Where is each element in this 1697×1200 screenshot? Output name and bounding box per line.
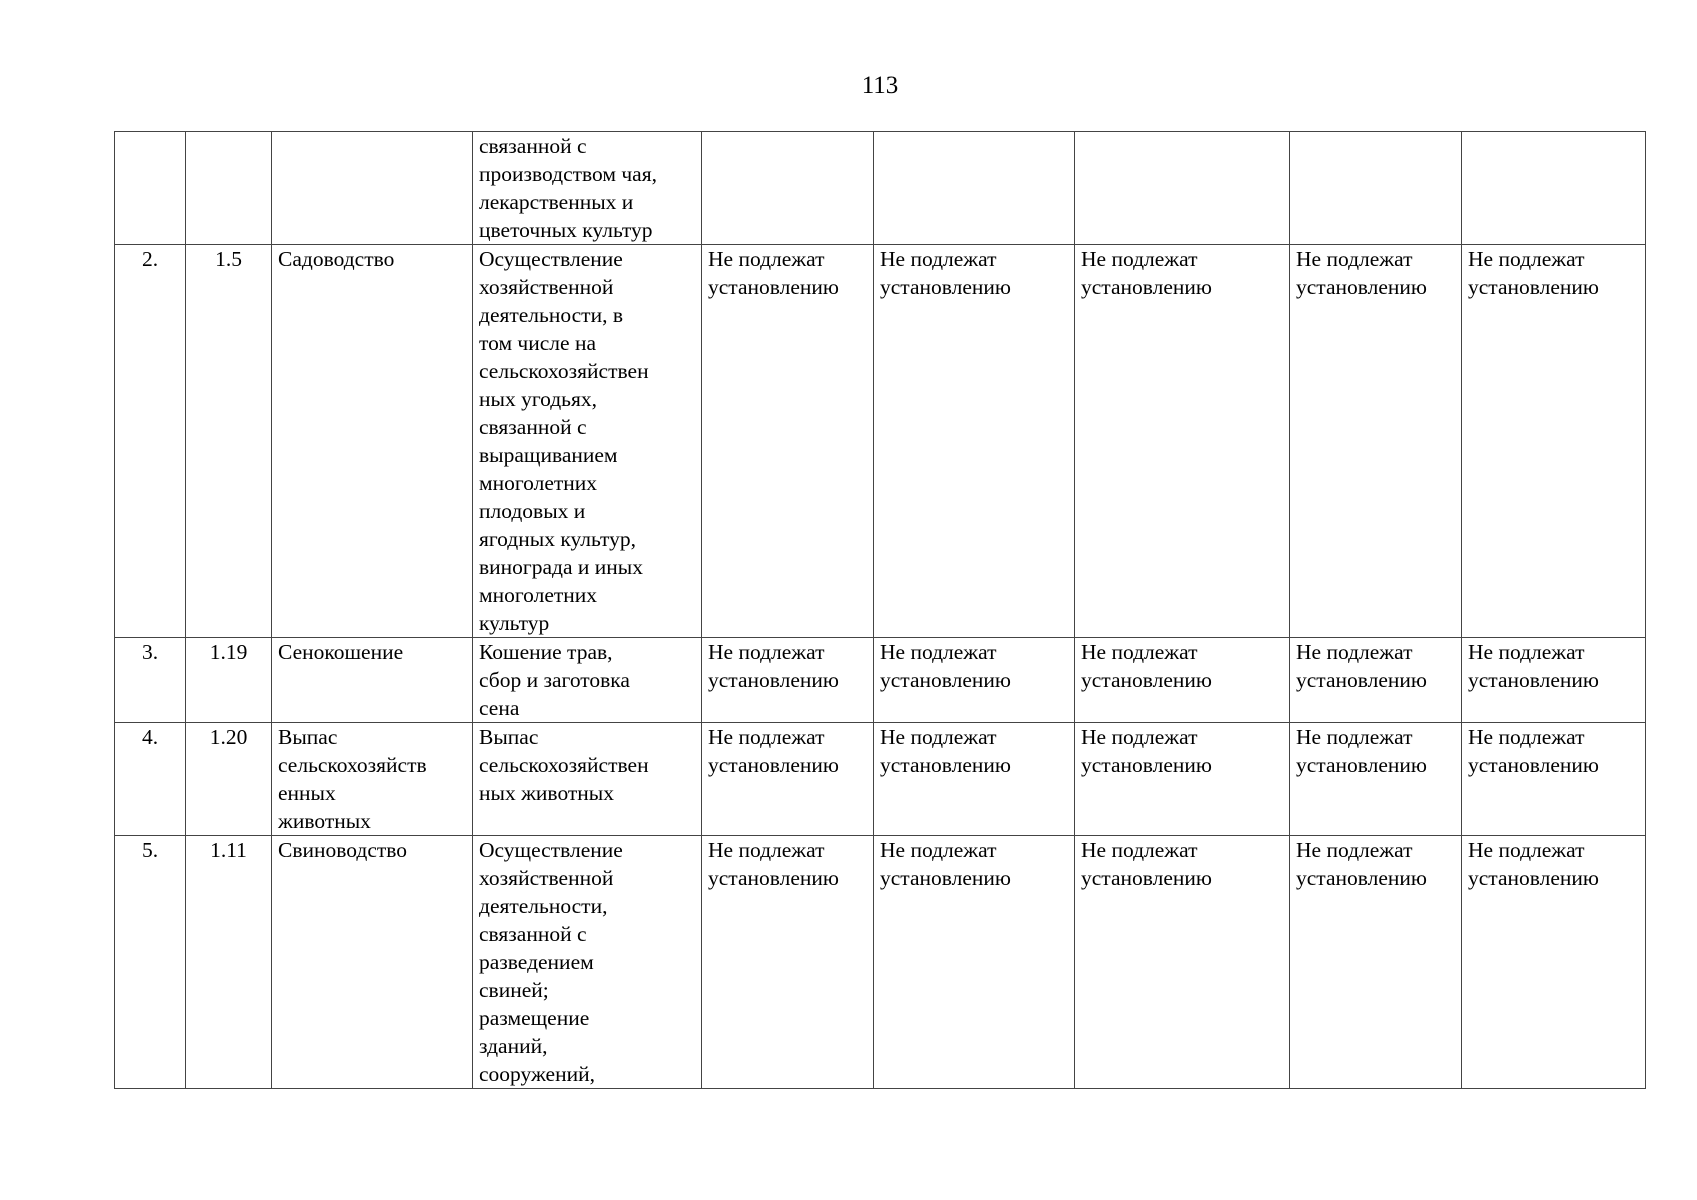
description-line: ных угодьях,	[479, 387, 597, 411]
param-line: Не подлежат	[1081, 640, 1198, 664]
param-cell	[1075, 836, 1290, 1089]
param-line: установлению	[708, 866, 839, 890]
use-name-line: Садоводство	[278, 247, 395, 271]
param-line: Не подлежат	[708, 640, 825, 664]
description-line: винограда и иных	[479, 555, 643, 579]
param-cell	[1462, 836, 1646, 1089]
param-line: Не подлежат	[708, 725, 825, 749]
param-line: установлению	[1468, 753, 1599, 777]
param-line: Не подлежат	[708, 838, 825, 862]
param-cell	[874, 836, 1075, 1089]
param-line: Не подлежат	[1468, 725, 1585, 749]
param-cell	[1075, 245, 1290, 638]
param-cell	[1290, 638, 1462, 723]
use-name-cell	[272, 723, 473, 836]
row-number: 3.	[141, 640, 159, 664]
param-line: установлению	[1081, 753, 1212, 777]
use-code-cell	[186, 638, 272, 723]
param-line: Не подлежат	[880, 640, 997, 664]
use-name-line: Свиноводство	[278, 838, 408, 862]
param-line: Не подлежат	[1081, 725, 1198, 749]
param-line: Не подлежат	[1468, 640, 1585, 664]
param-line: установлению	[1081, 275, 1212, 299]
param-cell	[702, 836, 874, 1089]
param-line: установлению	[880, 866, 1011, 890]
use-code-cell	[186, 723, 272, 836]
description-line: производством чая,	[479, 162, 657, 186]
description-line: хозяйственной	[479, 275, 614, 299]
param-line: Не подлежат	[1296, 725, 1413, 749]
param-line: установлению	[1296, 866, 1427, 890]
row-number-cell	[115, 723, 186, 836]
param-line: Не подлежат	[1296, 247, 1413, 271]
param-cell	[1290, 132, 1462, 245]
use-description-cell	[473, 245, 702, 638]
param-cell	[874, 723, 1075, 836]
description-line: культур	[479, 611, 550, 635]
param-line: установлению	[1468, 275, 1599, 299]
description-line: Выпас	[479, 725, 539, 749]
param-line: Не подлежат	[708, 247, 825, 271]
use-description-cell	[473, 638, 702, 723]
table-row	[115, 836, 1646, 1089]
description-line: Кошение трав,	[479, 640, 613, 664]
description-line: ных животных	[479, 781, 615, 805]
param-line: установлению	[1081, 866, 1212, 890]
description-line: деятельности, в	[479, 303, 623, 327]
description-line: хозяйственной	[479, 866, 614, 890]
use-code-cell	[186, 132, 272, 245]
description-line: плодовых и	[479, 499, 586, 523]
param-line: Не подлежат	[880, 838, 997, 862]
row-number-cell	[115, 132, 186, 245]
description-line: том числе на	[479, 331, 596, 355]
param-cell	[702, 132, 874, 245]
param-line: Не подлежат	[1468, 838, 1585, 862]
param-cell	[1462, 132, 1646, 245]
use-name-line: енных	[278, 781, 336, 805]
row-number: 5.	[141, 838, 159, 862]
description-line: сельскохозяйствен	[479, 753, 649, 777]
description-line: многолетних	[479, 471, 598, 495]
param-line: установлению	[708, 668, 839, 692]
land-use-table	[114, 131, 1646, 1089]
param-cell	[874, 132, 1075, 245]
param-cell	[1290, 723, 1462, 836]
use-code-cell	[186, 245, 272, 638]
param-line: Не подлежат	[1296, 640, 1413, 664]
description-line: разведением	[479, 950, 594, 974]
use-name-cell	[272, 245, 473, 638]
param-cell	[1462, 245, 1646, 638]
use-name-cell	[272, 132, 473, 245]
use-description-cell	[473, 723, 702, 836]
description-line: свиней;	[479, 978, 549, 1002]
use-code: 1.19	[209, 640, 248, 664]
description-line: выращиванием	[479, 443, 618, 467]
description-line: сельскохозяйствен	[479, 359, 649, 383]
table-row	[115, 132, 1646, 245]
description-line: связанной с	[479, 415, 587, 439]
description-line: зданий,	[479, 1034, 548, 1058]
param-line: установлению	[1296, 668, 1427, 692]
description-line: связанной с	[479, 134, 587, 158]
use-name-line: Выпас	[278, 725, 338, 749]
param-cell	[1290, 836, 1462, 1089]
description-line: Осуществление	[479, 838, 623, 862]
use-code: 1.11	[210, 838, 247, 862]
param-line: установлению	[1468, 668, 1599, 692]
description-line: размещение	[479, 1006, 590, 1030]
param-line: Не подлежат	[1081, 838, 1198, 862]
param-cell	[1462, 638, 1646, 723]
use-name-line: животных	[278, 809, 371, 833]
param-line: установлению	[708, 275, 839, 299]
param-cell	[1075, 132, 1290, 245]
param-line: установлению	[1296, 753, 1427, 777]
param-line: Не подлежат	[1081, 247, 1198, 271]
use-name-cell	[272, 638, 473, 723]
param-cell	[702, 245, 874, 638]
param-cell	[702, 723, 874, 836]
param-line: Не подлежат	[1296, 838, 1413, 862]
description-line: ягодных культур,	[479, 527, 636, 551]
use-name-cell	[272, 836, 473, 1089]
description-line: деятельности,	[479, 894, 608, 918]
param-line: установлению	[1081, 668, 1212, 692]
param-cell	[702, 638, 874, 723]
use-description-cell	[473, 836, 702, 1089]
param-line: Не подлежат	[880, 247, 997, 271]
param-line: Не подлежат	[880, 725, 997, 749]
param-cell	[874, 245, 1075, 638]
param-cell	[1462, 723, 1646, 836]
table-row	[115, 638, 1646, 723]
param-line: установлению	[708, 753, 839, 777]
table-row	[115, 723, 1646, 836]
use-code: 1.5	[215, 247, 242, 271]
use-code: 1.20	[209, 725, 248, 749]
param-line: установлению	[1296, 275, 1427, 299]
use-description-cell	[473, 132, 702, 245]
param-line: Не подлежат	[1468, 247, 1585, 271]
row-number-cell	[115, 836, 186, 1089]
param-cell	[1290, 245, 1462, 638]
page-number: 113	[861, 72, 899, 99]
param-cell	[1075, 638, 1290, 723]
description-line: сбор и заготовка	[479, 668, 630, 692]
use-code-cell	[186, 836, 272, 1089]
param-line: установлению	[1468, 866, 1599, 890]
param-cell	[874, 638, 1075, 723]
description-line: цветочных культур	[479, 218, 653, 242]
param-line: установлению	[880, 753, 1011, 777]
description-line: сооружений,	[479, 1062, 595, 1086]
description-line: лекарственных и	[479, 190, 634, 214]
param-cell	[1075, 723, 1290, 836]
use-name-line: сельскохозяйств	[278, 753, 427, 777]
description-line: Осуществление	[479, 247, 623, 271]
row-number: 2.	[141, 247, 159, 271]
row-number-cell	[115, 245, 186, 638]
use-name-line: Сенокошение	[278, 640, 404, 664]
row-number: 4.	[141, 725, 159, 749]
table-row	[115, 245, 1646, 638]
row-number-cell	[115, 638, 186, 723]
description-line: связанной с	[479, 922, 587, 946]
description-line: сена	[479, 696, 520, 720]
description-line: многолетних	[479, 583, 598, 607]
param-line: установлению	[880, 668, 1011, 692]
param-line: установлению	[880, 275, 1011, 299]
